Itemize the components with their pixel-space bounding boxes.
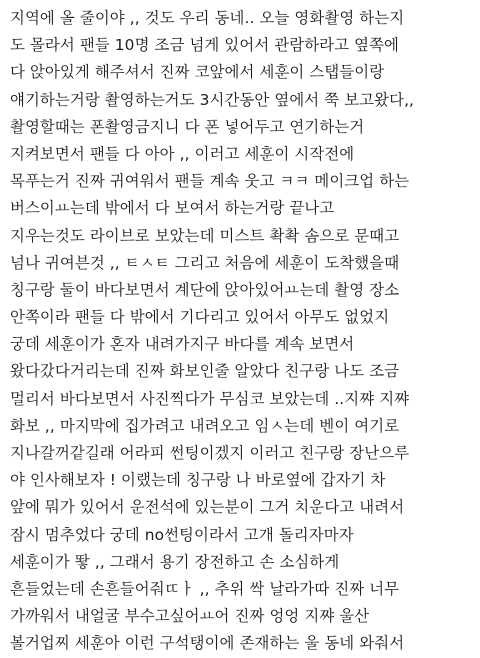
post-line: 안쪽이라 팬들 다 밖에서 기다리고 있어서 아무도 없었지: [10, 308, 390, 327]
post-line: 볼거업찌 세훈아 이런 구석탱이에 존재하는 울 동네 와줘서: [10, 634, 405, 653]
post-line: 도 몰라서 팬들 10명 조금 넘게 있어서 관람하라고 옆쪽에: [10, 36, 400, 55]
post-line: 궁데 세훈이가 혼자 내려가지구 바다를 계속 보면서: [10, 335, 355, 354]
post-line: 칭구랑 둘이 바다보면서 계단에 앉아있어ㅛ는데 촬영 장소: [10, 280, 400, 299]
post-line: 왔다갔다거리는데 진짜 화보인줄 알았다 친구랑 나도 조금: [10, 362, 400, 381]
post-line: 버스이ㅛ는데 밖에서 다 보여서 하는거랑 끝나고: [10, 199, 335, 218]
post-line: 지우는것도 라이브로 보았는데 미스트 촥촥 솜으로 문때고: [10, 226, 400, 245]
post-line: 지켜보면서 팬들 다 아아 ,, 이러고 세훈이 시작전에: [10, 144, 355, 163]
post-line: 앞에 뭐가 있어서 운전석에 있는분이 그거 치운다고 내려서: [10, 498, 405, 517]
post-line: 넘나 귀여븐것 ,, ㅌㅅㅌ 그리고 처음에 세훈이 도착했을때: [10, 253, 400, 272]
post-line: 목푸는거 진짜 귀여워서 팬들 계속 웃고 ㅋㅋ 메이크업 하는: [10, 172, 410, 191]
post-line: 얘기하는거랑 촬영하는거도 3시간동안 옆에서 쭉 보고왔다,,: [10, 90, 415, 109]
post-line: 지역에 올 줄이야 ,, 것도 우리 동네.. 오늘 영화촬영 하는지: [10, 9, 405, 27]
post-line: 멀리서 바다보면서 사진찍다가 무심코 보았는데 ..지쨔 지쨔: [10, 389, 410, 408]
post-line: 촬영할때는 폰촬영금지니 다 폰 넣어두고 연기하는거: [10, 117, 365, 136]
post-line: 잠시 멈추었다 궁데 no썬팅이라서 고개 돌리자마자: [10, 525, 354, 544]
post-line: 세훈이가 뙇 ,, 그래서 용기 장전하고 손 소심하게: [10, 552, 340, 571]
post-line: 다 앉아있게 해주셔서 진짜 코앞에서 세훈이 스탭들이랑: [10, 63, 385, 82]
post-line: 가까워서 내얼굴 부수고싶어ㅛ어 진짜 엉엉 지쨔 울산: [10, 607, 370, 626]
post-body-text: [10, 5, 478, 658]
post-line: 화보 ,, 마지막에 집가려고 내려오고 임ㅅ는데 벤이 여기로: [10, 416, 400, 435]
post-line: 야 인사해보자 ! 이랬는데 칭구랑 나 바로옆에 갑자기 차: [10, 471, 386, 490]
post-line: 지나갈꺼같길래 어라피 썬팅이겠지 이러고 친구랑 장난으루: [10, 444, 410, 462]
post-line: 흔들었는데 손흔들어줘ㄸㅏ ,, 추위 싹 날라가따 진짜 너무: [10, 579, 400, 598]
